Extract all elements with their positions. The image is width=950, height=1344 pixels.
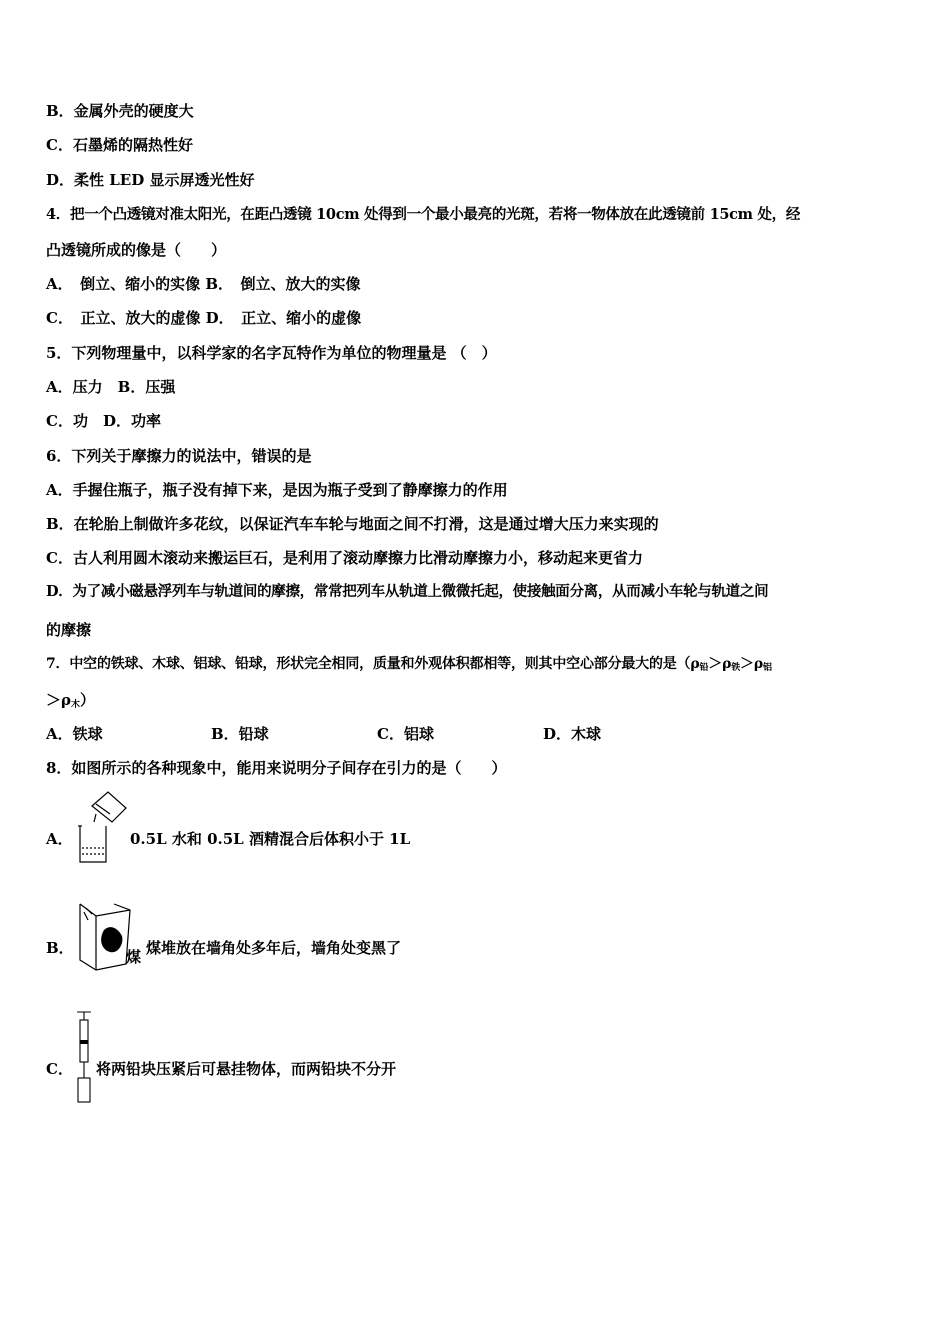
q7-option-b: B．铅球 [211, 725, 269, 743]
q3-option-b: B．金属外壳的硬度大 [46, 102, 194, 120]
q6-option-b: B．在轮胎上制做许多花纹，以保证汽车车轮与地面之间不打滑，这是通过增大压力来实现的 [46, 515, 659, 533]
q7-stem-line1 [46, 654, 772, 678]
q5-options-ab: A．压力 B．压强 [46, 378, 176, 396]
sub-al: 铝 [762, 663, 772, 673]
q8-c-label: C． [46, 1060, 73, 1078]
q3-option-d: D．柔性 LED 显示屏透光性好 [46, 171, 255, 189]
rho-lead: ρ [690, 656, 700, 672]
rho-iron: ρ [722, 656, 732, 672]
q7-option-d: D．木球 [543, 725, 602, 743]
q5-stem: 5．下列物理量中，以科学家的名字瓦特作为单位的物理量是 （ ） [46, 344, 497, 362]
q8-a-text: 0.5L 水和 0.5L 酒精混合后体积小于 1L [130, 830, 411, 848]
q7-option-c: C．铝球 [377, 725, 434, 743]
q6-option-d-line1: D．为了减小磁悬浮列车与轨道间的摩擦，常常把列车从轨道上微微托起，使接触面分离，从而减小车轮与轨道之间 [46, 583, 769, 600]
rho-wood: ρ [61, 691, 71, 709]
q4-stem-line1: 4．把一个凸透镜对准太阳光，在距凸透镜 10cm 处得到一个最小最亮的光斑，若将一物体放在此透镜前 15cm 处，经 [46, 206, 801, 223]
rho-al: ρ [753, 656, 763, 672]
q8-b-label: B． [46, 939, 74, 957]
q4-options-ab: A． 倒立、缩小的实像 B． 倒立、放大的实像 [46, 275, 361, 293]
q8-stem: 8．如图所示的各种现象中，能用来说明分子间存在引力的是（ ） [46, 759, 507, 777]
q6-option-d-line2: 的摩擦 [46, 621, 92, 639]
lead-blocks-figure [74, 1010, 94, 1104]
q7-option-a: A．铁球 [46, 725, 103, 743]
q5-options-cd: C．功 D．功率 [46, 412, 161, 430]
gt-sign: ＞ [46, 691, 62, 709]
q8-c-text: 将两铅块压紧后可悬挂物体，而两铅块不分开 [96, 1060, 397, 1078]
sub-iron: 铁 [731, 663, 741, 673]
beaker-pouring-figure [74, 790, 130, 866]
gt-sign: ＞ [740, 656, 754, 672]
q6-option-a: A．手握住瓶子，瓶子没有掉下来，是因为瓶子受到了静摩擦力的作用 [46, 481, 508, 499]
q6-option-c: C．古人利用圆木滚动来搬运巨石，是利用了滚动摩擦力比滑动摩擦力小，移动起来更省力 [46, 549, 643, 567]
q8-a-label: A． [46, 830, 73, 848]
sub-lead: 铅 [699, 663, 709, 673]
gt-sign: ＞ [708, 656, 723, 672]
q7-stem-line2 [46, 690, 95, 715]
coal-character: 煤 [126, 948, 142, 966]
sub-wood: 木 [71, 700, 81, 710]
q6-stem: 6．下列关于摩擦力的说法中，错误的是 [46, 447, 312, 465]
close-paren: ） [80, 691, 96, 709]
q3-option-c: C．石墨烯的隔热性好 [46, 136, 193, 154]
q4-stem-line2: 凸透镜所成的像是（ ） [46, 241, 227, 259]
q7-stem-text: 7．中空的铁球、木球、铝球、铅球，形状完全相同，质量和外观体积都相等，则其中空心部分最大的是（ [46, 656, 691, 672]
q8-b-text: 煤堆放在墙角处多年后，墙角处变黑了 [146, 939, 402, 957]
coal-corner-figure [74, 900, 146, 972]
q4-options-cd: C． 正立、放大的虚像 D． 正立、缩小的虚像 [46, 309, 362, 327]
